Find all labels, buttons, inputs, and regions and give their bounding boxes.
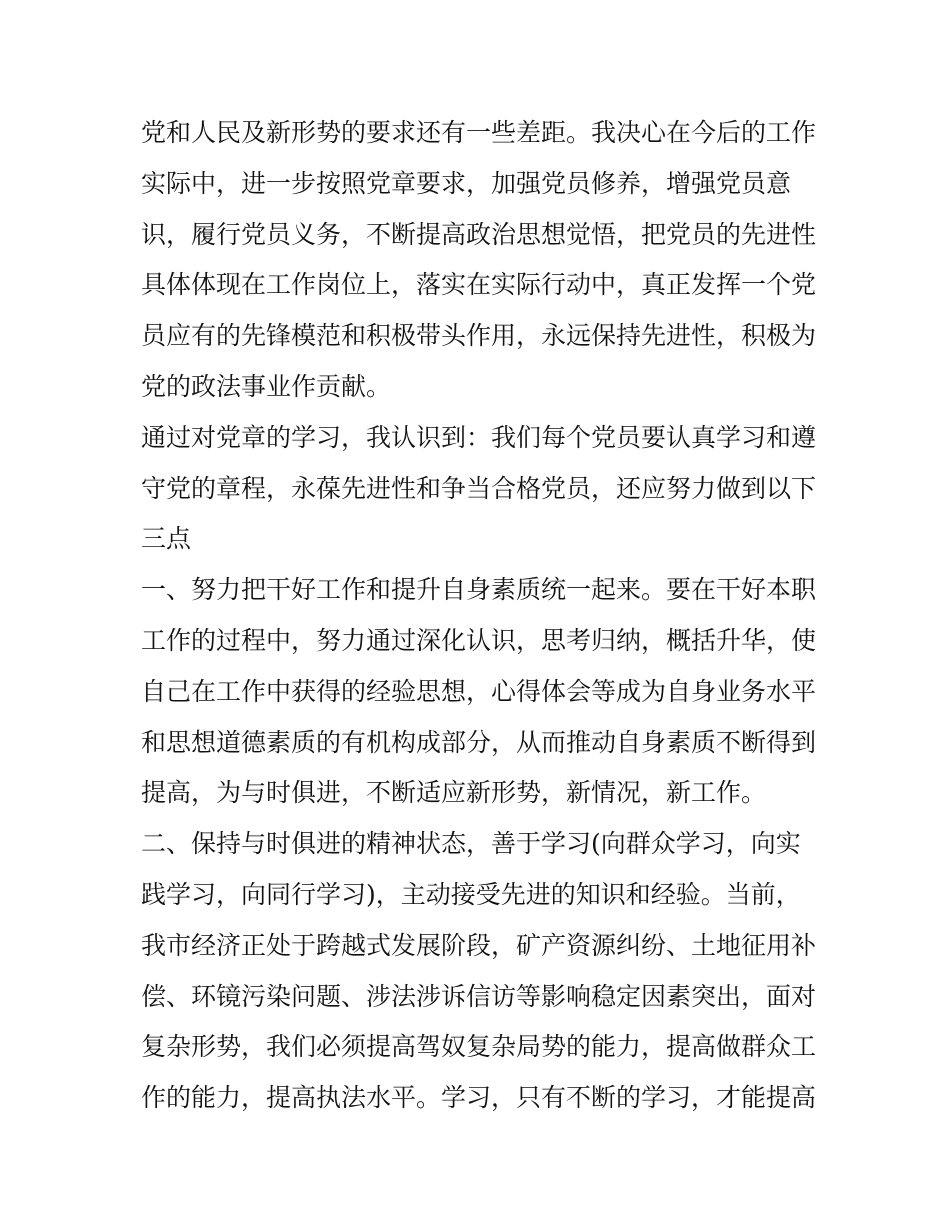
text-line: 践学习，向同行学习)，主动接受先进的知识和经验。当前， [141, 879, 801, 909]
text-line: 党的政法事业作贡献。 [141, 371, 392, 401]
text-line: 提高，为与时俱进，不断适应新形势，新情况，新工作。 [141, 778, 767, 808]
text-line: 二、保持与时俱进的精神状态，善于学习(向群众学习，向实 [141, 829, 801, 859]
document-body [141, 108, 821, 1124]
text-line: 实际中，进一步按照党章要求，加强党员修养，增强党员意 [141, 168, 792, 198]
text-line: 员应有的先锋模范和积极带头作用，永远保持先进性，积极为 [141, 321, 817, 351]
text-line: 复杂形势，我们必须提高驾奴复杂局势的能力，提高做群众工 [141, 1032, 817, 1062]
text-line: 自己在工作中获得的经验思想，心得体会等成为自身业务水平 [141, 676, 817, 706]
text-line: 党和人民及新形势的要求还有一些差距。我决心在今后的工作 [141, 118, 817, 147]
text-line: 守党的章程，永葆先进性和争当合格党员，还应努力做到以下 [141, 473, 817, 503]
text-line: 通过对党章的学习，我认识到：我们每个党员要认真学习和遵 [141, 422, 817, 452]
text-line: 偿、环镜污染问题、涉法涉诉信访等影响稳定因素突出，面对 [141, 981, 817, 1011]
text-line: 和思想道德素质的有机构成部分，从而推动自身素质不断得到 [141, 727, 817, 757]
text-line: 作的能力，提高执法水平。学习，只有不断的学习，才能提高 [141, 1083, 817, 1113]
text-line: 具体体现在工作岗位上，落实在实际行动中，真正发挥一个党 [141, 270, 817, 300]
text-line: 一、努力把干好工作和提升自身素质统一起来。要在干好本职 [141, 575, 817, 605]
text-line: 识，履行党员义务，不断提高政治思想觉悟，把党员的先进性 [141, 219, 817, 249]
text-line: 工作的过程中，努力通过深化认识，思考归纳，概括升华，使 [141, 625, 817, 655]
text-line: 三点 [141, 524, 192, 554]
text-line: 我市经济正处于跨越式发展阶段，矿产资源纠纷、土地征用补 [141, 930, 817, 960]
